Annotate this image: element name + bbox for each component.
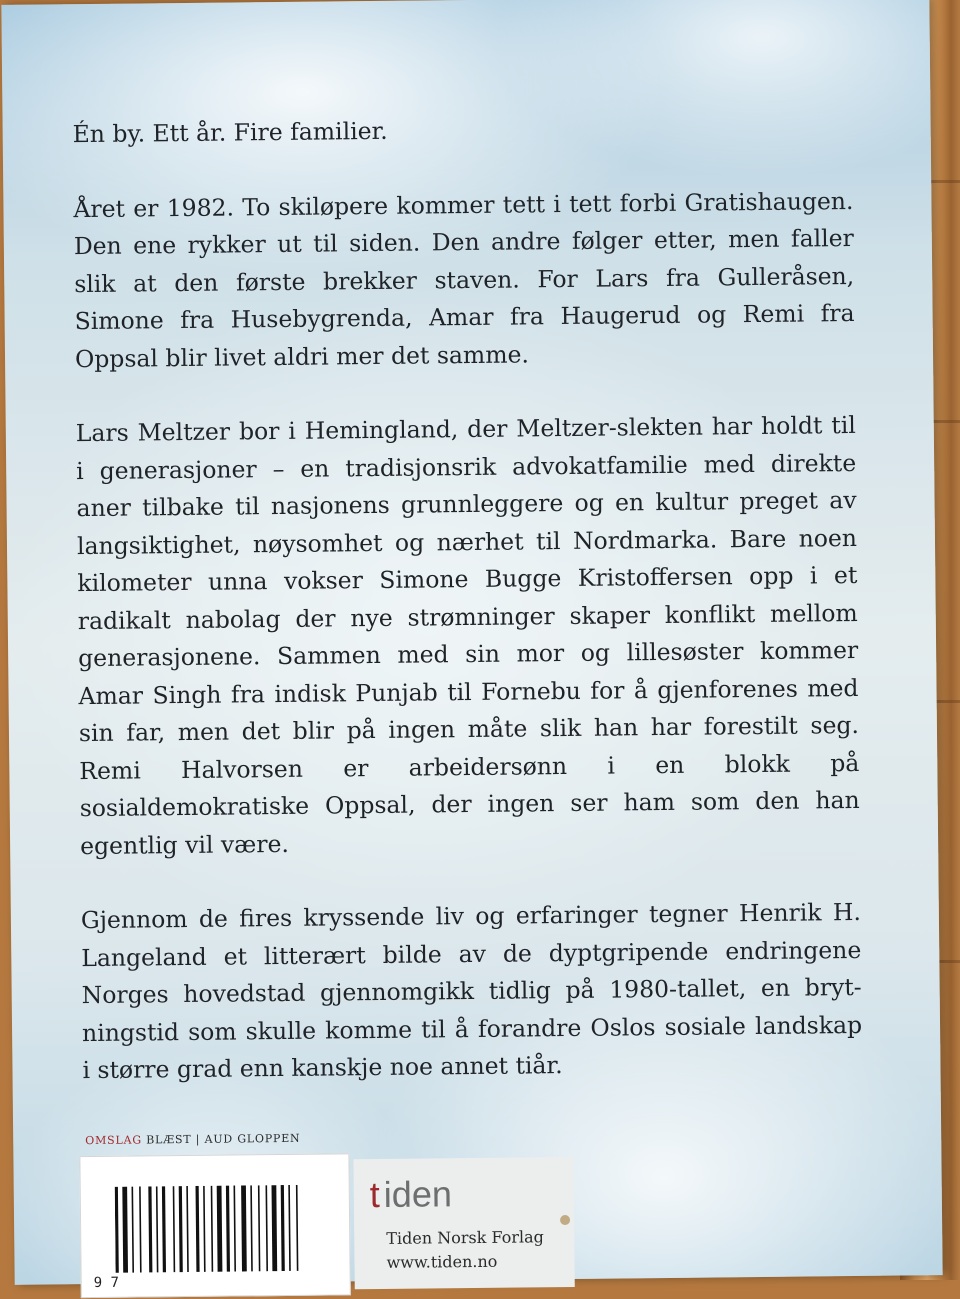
credit-name: AUD GLOPPEN bbox=[204, 1131, 301, 1146]
barcode-bar bbox=[203, 1186, 206, 1272]
publisher-url: www.tiden.no bbox=[386, 1251, 498, 1272]
logo-letter-t: t bbox=[369, 1173, 381, 1216]
credit-separator: | bbox=[195, 1132, 201, 1146]
barcode-bar bbox=[196, 1186, 200, 1272]
barcode-bar bbox=[156, 1186, 159, 1272]
isbn-barcode bbox=[79, 1153, 350, 1298]
publisher-label bbox=[353, 1157, 574, 1289]
logo-letters-iden: iden bbox=[383, 1173, 453, 1215]
stain-spot bbox=[560, 1215, 570, 1225]
barcode-bar bbox=[186, 1186, 189, 1272]
barcode-bar bbox=[139, 1186, 142, 1272]
barcode-digits: 9 7 bbox=[93, 1274, 120, 1291]
barcode-bar bbox=[265, 1185, 268, 1271]
barcode-bar bbox=[217, 1186, 223, 1272]
barcode-bar bbox=[296, 1185, 299, 1271]
barcode-bar bbox=[211, 1186, 214, 1272]
barcode-bar bbox=[226, 1186, 230, 1272]
book-back-cover bbox=[1, 0, 942, 1291]
tiden-logo bbox=[368, 1172, 478, 1217]
barcode-bar bbox=[250, 1185, 253, 1271]
blurb-paragraph-characters: Lars Meltzer bor i Hemingland, der Meltzer-slekten har holdt til i generasjoner – en tradisjonsrik advokatfamilie med direkte aner tilbake til nasjonens grunnleggere og en kultur preget av langsiktighet, nøysomhet og nærhet til Nordmarka. Bare noen kilometer unna vokser Simone Bugge Kristoffersen opp i et radikalt nabolag der nye strømninger skaper konflikt mellom generasjonene. Sammen med sin mor og lillesøster kommer Amar Singh fra indisk Punjab til Fornebu for å gjenforenes med sin far, men det blir på ingen måte slik han har forestilt seg. Remi Halvorsen er arbeidersønn i en blokk på sosialdemokratiske Oppsal, der ingen ser ham som den han egentlig vil være. bbox=[75, 410, 860, 860]
barcode-bar bbox=[258, 1185, 261, 1271]
barcode-bar bbox=[122, 1187, 128, 1273]
tagline: Én by. Ett år. Fire familier. bbox=[72, 116, 388, 149]
barcode-bar bbox=[233, 1186, 236, 1272]
barcode-bar bbox=[241, 1185, 247, 1271]
credit-designer: BLÆST bbox=[146, 1132, 192, 1147]
publisher-name: Tiden Norsk Forlag bbox=[386, 1227, 544, 1248]
barcode-bar bbox=[288, 1185, 291, 1271]
barcode-bar bbox=[115, 1187, 119, 1273]
barcode-bar bbox=[173, 1186, 176, 1272]
credit-label: OMSLAG bbox=[85, 1133, 142, 1148]
barcode-bar bbox=[281, 1185, 285, 1271]
barcode-bar bbox=[179, 1186, 183, 1272]
cover-credit bbox=[85, 1132, 300, 1147]
barcode-bar bbox=[148, 1186, 152, 1272]
barcode-bar bbox=[162, 1186, 166, 1272]
blurb-text bbox=[72, 108, 863, 1127]
barcode-bar bbox=[271, 1185, 277, 1271]
barcode-bar bbox=[132, 1187, 135, 1273]
blurb-paragraph-author: Gjennom de fires kryssende liv og erfaringer tegner Henrik H. Langeland et litterært bilde av de dyptgripende endringene Norges hovedstad gjennomgikk tidlig på 1980-tallet, en brytningstid som skulle komme til å forandre Oslos sosiale landskap i større grad enn kanskje noe annet tiår. bbox=[80, 897, 863, 1085]
blurb-paragraph-intro: Året er 1982. To skiløpere kommer tett i tett forbi Gratishaugen. Den ene rykker ut til siden. Den andre følger etter, men faller slik at den første brekker staven. For Lars fra Gulleråsen, Simone fra Husebygrenda, Amar fra Haugerud og Remi fra Oppsal blir livet aldri mer det samme. bbox=[73, 186, 855, 373]
